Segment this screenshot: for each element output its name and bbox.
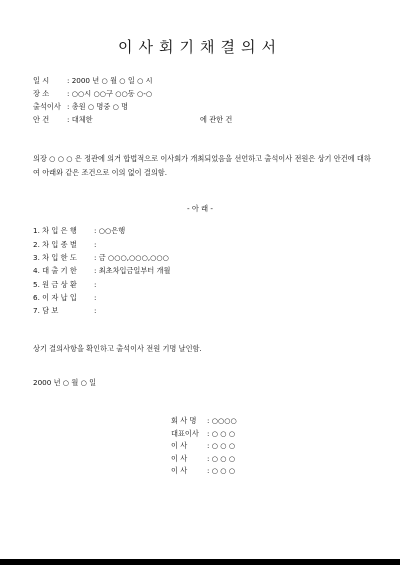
signature-value: : ○ ○ ○ xyxy=(207,466,236,475)
info-label: 일 시 xyxy=(33,76,50,85)
item-value: : 최초차입금일부터 개월 xyxy=(94,266,171,275)
bottom-border xyxy=(0,559,400,565)
signature-value: : ○ ○ ○ xyxy=(207,454,236,463)
signature-label: 이 사 xyxy=(171,466,188,475)
signature-label: 이 사 xyxy=(171,454,188,463)
signature-row xyxy=(171,466,235,475)
info-label: 안 건 xyxy=(33,115,50,124)
item-label: 5. 원 금 상 환 xyxy=(33,280,77,289)
item-value: : ○○은행 xyxy=(94,226,126,235)
item-value: : xyxy=(94,293,97,302)
item-value: : xyxy=(94,280,97,289)
signature-value: : ○○○○ xyxy=(207,416,237,425)
agenda-suffix: 에 관한 건 xyxy=(200,115,233,124)
date-line: 2000 년 ○ 월 ○ 일 xyxy=(33,378,97,387)
item-label: 7. 담 보 xyxy=(33,306,59,315)
signature-row xyxy=(171,441,235,450)
signature-row xyxy=(171,429,235,438)
item-value: : 금 ○○○,○○○,○○○ xyxy=(94,253,169,262)
info-label: 출석이사 xyxy=(33,102,61,111)
signature-label: 회 사 명 xyxy=(171,416,197,425)
item-value: : xyxy=(94,240,97,249)
item-label: 1. 차 입 은 행 xyxy=(33,226,77,235)
below-heading: - 아 래 - xyxy=(187,204,213,213)
closing-paragraph: 상기 결의사항을 확인하고 출석이사 전원 기명 날인함. xyxy=(33,344,202,353)
document-title: 이사회기채결의서 xyxy=(118,38,282,56)
item-label: 2. 차 입 종 별 xyxy=(33,240,77,249)
signature-row xyxy=(171,454,235,463)
signature-label: 이 사 xyxy=(171,441,188,450)
item-label: 6. 이 자 납 입 xyxy=(33,293,77,302)
info-value: : ○○시 ○○구 ○○동 ○-○ xyxy=(67,89,153,98)
intro-paragraph: 의장 ○ ○ ○ 은 정관에 의거 합법적으로 이사회가 개최되었음을 선언하고 출석이사 전원은 상기 안건에 대하여 아래와 같은 조건으로 이의 없이 결의함. xyxy=(33,154,371,177)
item-label: 3. 차 입 한 도 xyxy=(33,253,77,262)
item-value: : xyxy=(94,306,97,315)
signature-value: : ○ ○ ○ xyxy=(207,429,236,438)
info-label: 장 소 xyxy=(33,89,50,98)
signature-label: 대표이사 xyxy=(171,429,199,438)
item-label: 4. 대 출 기 한 xyxy=(33,266,77,275)
info-value: : 대체한 xyxy=(67,115,93,124)
signature-row xyxy=(171,416,237,425)
info-value: : 총원 ○ 명중 ○ 명 xyxy=(67,102,129,111)
signature-value: : ○ ○ ○ xyxy=(207,441,236,450)
info-value: : 2000 년 ○ 월 ○ 일 ○ 시 xyxy=(67,76,153,85)
